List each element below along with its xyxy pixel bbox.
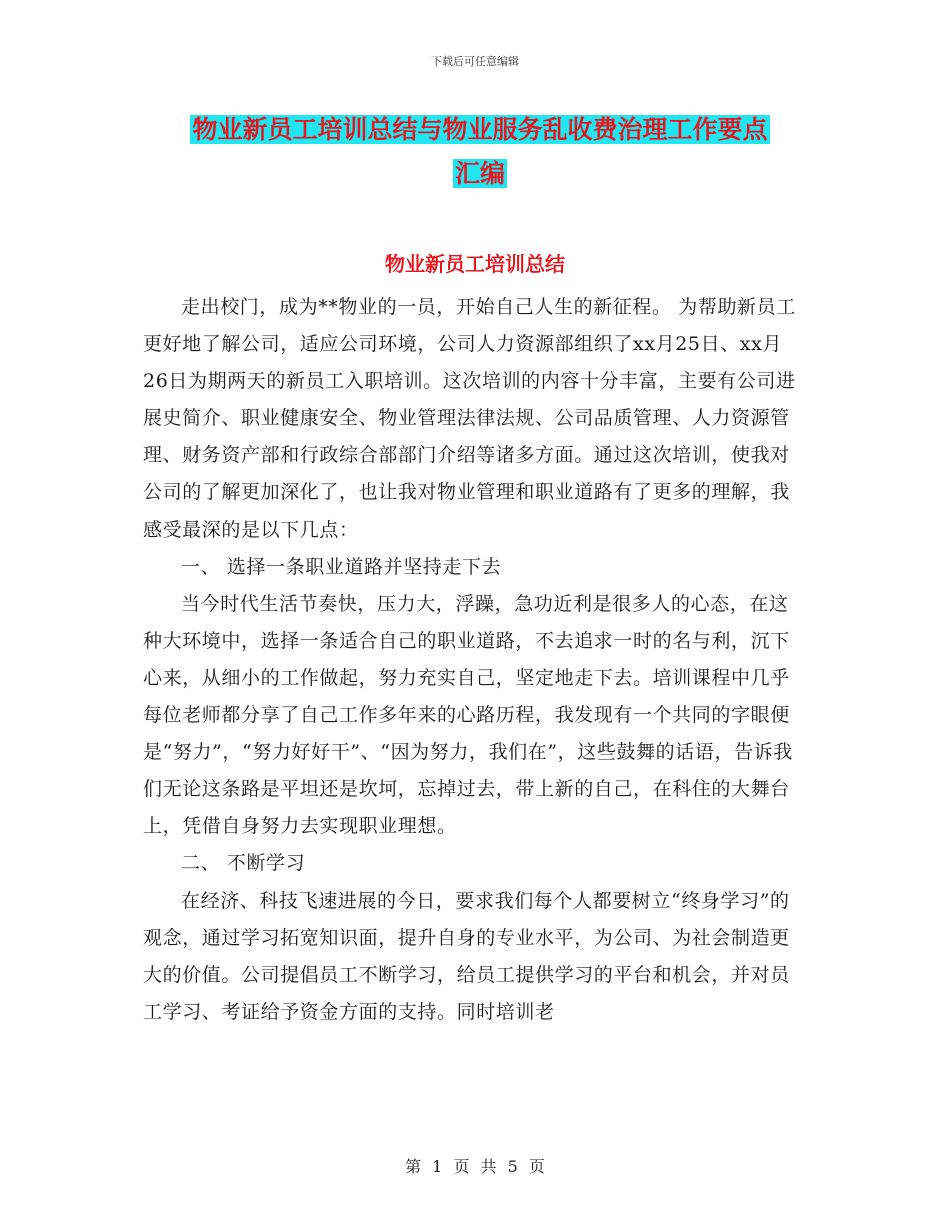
paragraph: 走出校门，成为**物业的一员，开始自己人生的新征程。 为帮助新员工更好地了解公司，适应公司环境，公司人力资源部组织了xx月25日、xx月26日为期两天的新员工入职培训。这次培训的内容十分丰富，主要有公司进展史简介、职业健康安全、物业管理法律法规、公司品质管理、人力资源管理、财务资产部和行政综合部部门介绍等诸多方面。通过这次培训，使我对公司的了解更加深化了，也让我对物业管理和职业道路有了更多的理解，我感受最深的是以下几点： xyxy=(143,296,796,541)
document-title-line1: 物业新员工培训总结与物业服务乱收费治理工作要点 xyxy=(192,115,768,144)
paragraph: 在经济、科技飞速进展的今日，要求我们每个人都要树立“终身学习”的观念，通过学习拓宽知识面，提升自身的专业水平，为公司、为社会制造更大的价值。公司提倡员工不断学习，给员工提供学习的平台和机会，并对员工学习、考证给予资金方面的支持。同时培训老 xyxy=(143,889,790,1023)
list-heading: 二、 不断学习 xyxy=(181,852,306,875)
header-note: 下载后可任意编辑 xyxy=(431,55,519,68)
page-number-footer: 第 1 页 共 5 页 xyxy=(405,1157,545,1176)
document-title xyxy=(140,108,820,196)
body-text xyxy=(143,289,807,1031)
document-title-line2: 汇编 xyxy=(454,159,505,188)
list-heading: 一、 选择一条职业道路并坚持走下去 xyxy=(181,555,502,578)
paragraph: 当今时代生活节奏快，压力大，浮躁，急功近利是很多人的心态，在这种大环境中，选择一条适合自己的职业道路，不去追求一时的名与利，沉下心来，从细小的工作做起，努力充实自己，坚定地走下去。培训课程中几乎每位老师都分享了自己工作多年来的心路历程，我发现有一个共同的字眼便是“努力”，“努力好好干”、“因为努力，我们在”，这些鼓舞的话语，告诉我们无论这条路是平坦还是坎坷，忘掉过去，带上新的自己，在科住的大舞台上，凭借自身努力去实现职业理想。 xyxy=(143,592,793,838)
section-title: 物业新员工培训总结 xyxy=(385,252,565,276)
